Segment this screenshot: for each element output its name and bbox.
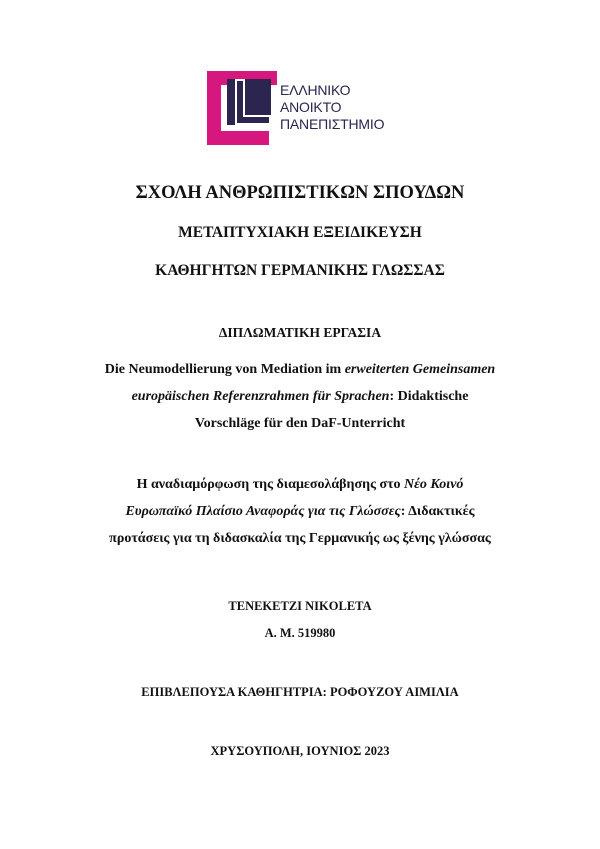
school-heading: ΣΧΟΛΗ ΑΝΘΡΩΠΙΣΤΙΚΩΝ ΣΠΟΥΔΩΝ bbox=[135, 183, 465, 203]
title-de-line-2-regular: : Didaktische bbox=[389, 389, 469, 404]
title-de-line-1 bbox=[40, 356, 560, 383]
registration-number: A. M. 519980 bbox=[264, 626, 336, 640]
title-de-line-3: Vorschläge für den DaF-Unterricht bbox=[194, 416, 406, 431]
logo-line-3: ΠΑΝΕΠΙΣΤΗΜΙΟ bbox=[280, 116, 385, 132]
title-de-line-1-italic: erweiterten Gemeinsamen bbox=[344, 362, 496, 377]
place-date: ΧΡΥΣΟΥΠΟΛΗ, ΙΟΥΝΙΟΣ 2023 bbox=[210, 744, 390, 758]
university-logo bbox=[207, 69, 397, 147]
logo-line-2: ΑΝΟΙΚΤΟ bbox=[280, 99, 342, 115]
title-el-line-3: προτάσεις για τη διδασκαλία της Γερμανικής ως ξένης γλώσσας bbox=[109, 531, 491, 546]
title-el-line-2 bbox=[40, 498, 560, 525]
specialization-line-1: ΜΕΤΑΠΤΥΧΙΑΚΗ ΕΞΕΙΔΙΚΕΥΣΗ bbox=[178, 224, 422, 241]
thesis-title-greek bbox=[40, 471, 560, 552]
title-el-line-1-regular: Η αναδιαμόρφωση της διαμεσολάβησης στο bbox=[136, 477, 405, 492]
title-el-line-1 bbox=[40, 471, 560, 498]
supervisor: ΕΠΙΒΛΕΠΟΥΣΑ ΚΑΘΗΓΗΤΡΙΑ: ΡΟΦΟΥΖΟΥ ΑΙΜΙΛΙΑ bbox=[141, 685, 459, 699]
logo-emblem-icon bbox=[207, 69, 277, 147]
title-el-line-1-italic: Νέο Κοινό bbox=[404, 477, 464, 492]
title-de-line-2 bbox=[40, 383, 560, 410]
thesis-type: ΔΙΠΛΩΜΑΤΙΚΗ ΕΡΓΑΣΙΑ bbox=[218, 325, 382, 340]
title-el-line-2-italic: Ευρωπαϊκό Πλαίσιο Αναφοράς για τις Γλώσσες bbox=[125, 504, 401, 519]
author-name: TENEKETZI NIKOLETA bbox=[228, 599, 372, 613]
title-el-line-2-regular: : Διδακτικές bbox=[400, 504, 475, 519]
title-de-line-1-regular: Die Neumodellierung von Mediation im bbox=[104, 362, 345, 377]
logo-line-1: ΕΛΛΗΝΙΚΟ bbox=[280, 82, 351, 98]
thesis-title-german bbox=[40, 356, 560, 437]
title-de-line-2-italic: europäischen Referenzrahmen für Sprachen bbox=[131, 389, 390, 404]
logo-wordmark bbox=[280, 82, 384, 133]
specialization-line-2: ΚΑΘΗΓΗΤΩΝ ΓΕΡΜΑΝΙΚΗΣ ΓΛΩΣΣΑΣ bbox=[155, 262, 445, 279]
